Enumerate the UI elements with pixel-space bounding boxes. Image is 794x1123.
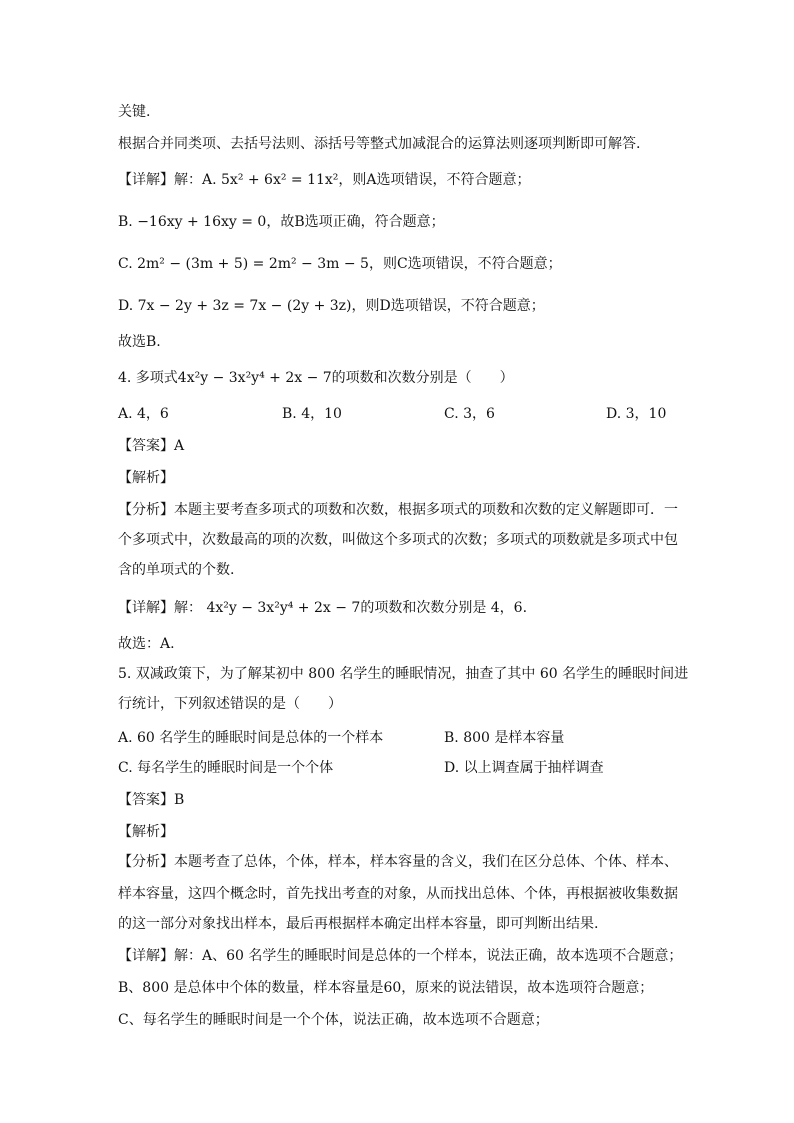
- text-line: 样本容量，这四个概念时，首先找出考查的对象，从而找出总体、个体，再根据被收集数据: [118, 886, 678, 902]
- text-line: C、每名学生的睡眠时间是一个个体，说法正确，故本选项不合题意；: [118, 1012, 549, 1028]
- question-4: 4. 多项式4x²y − 3x²y⁴ + 2x − 7的项数和次数分别是（ ）: [118, 370, 514, 386]
- text-line: 个多项式中，次数最高的项的次数，叫做这个多项式的次数；多项式的项数就是多项式中包: [118, 532, 678, 548]
- answer-label: 【答案】B: [118, 792, 185, 808]
- q4-option-c: C. 3，6: [444, 406, 495, 422]
- text-line: 故选：A.: [118, 636, 175, 652]
- text-line: 【分析】本题主要考查多项式的项数和次数，根据多项式的项数和次数的定义解题即可．一: [118, 502, 678, 518]
- analysis-label: 【解析】: [118, 470, 174, 486]
- analysis-label: 【解析】: [118, 824, 174, 840]
- text-line: B. −16xy + 16xy = 0，故B选项正确，符合题意；: [118, 214, 445, 230]
- q5-option-c: C. 每名学生的睡眠时间是一个个体: [118, 760, 334, 776]
- text-line: 关键.: [118, 104, 151, 120]
- q5-option-a: A. 60 名学生的睡眠时间是总体的一个样本: [118, 730, 384, 746]
- q4-option-a: A. 4，6: [118, 406, 169, 422]
- q4-option-d: D. 3，10: [606, 406, 667, 422]
- q4-option-b: B. 4，10: [282, 406, 342, 422]
- text-line: 的这一部分对象找出样本，最后再根据样本确定出样本容量，即可判断出结果.: [118, 916, 599, 932]
- text-line: 根据合并同类项、去括号法则、添括号等整式加减混合的运算法则逐项判断即可解答.: [118, 136, 641, 152]
- text-line: 【详解】解：A、60 名学生的睡眠时间是总体的一个样本，说法正确，故本选项不合题意；: [118, 948, 683, 964]
- q5-option-b: B. 800 是样本容量: [444, 730, 565, 746]
- text-line: 故选B.: [118, 334, 161, 350]
- text-line: 含的单项式的个数.: [118, 562, 235, 578]
- text-line: D. 7x − 2y + 3z = 7x − (2y + 3z)，则D选项错误，不符合题意；: [118, 298, 545, 314]
- text-line: C. 2m² − (3m + 5) = 2m² − 3m − 5，则C选项错误，不符合题意；: [118, 256, 562, 272]
- text-line: B、800 是总体中个体的数量，样本容量是60，原来的说法错误，故本选项符合题意；: [118, 980, 654, 996]
- text-line: 【详解】解： 4x²y − 3x²y⁴ + 2x − 7的项数和次数分别是 4，6.: [118, 600, 528, 616]
- text-line: 行统计，下列叙述错误的是（ ）: [118, 696, 342, 712]
- text-line: 【分析】本题考查了总体，个体，样本，样本容量的含义，我们在区分总体、个体、样本、: [118, 854, 678, 870]
- q5-option-d: D. 以上调查属于抽样调查: [444, 760, 604, 776]
- question-5: 5. 双减政策下，为了解某初中 800 名学生的睡眠情况，抽查了其中 60 名学生的睡眠时间进: [118, 666, 689, 682]
- answer-label: 【答案】A: [118, 438, 185, 454]
- text-line: 【详解】解：A. 5x² + 6x² = 11x²，则A选项错误，不符合题意；: [118, 172, 531, 188]
